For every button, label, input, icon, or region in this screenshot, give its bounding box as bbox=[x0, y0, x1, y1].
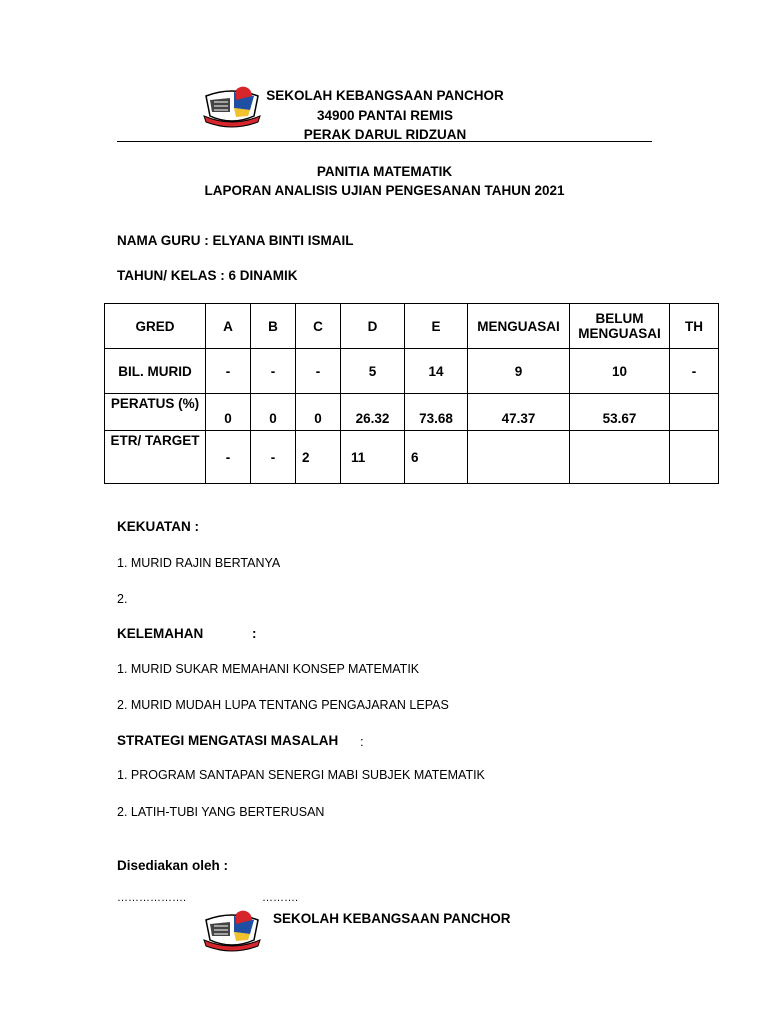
teacher-name: NAMA GURU : ELYANA BINTI ISMAIL bbox=[117, 233, 354, 248]
table-row bbox=[105, 431, 719, 484]
table-cell: - bbox=[206, 349, 251, 394]
table-cell: - bbox=[296, 349, 341, 394]
footer-school-name: SEKOLAH KEBANGSAAN PANCHOR bbox=[273, 911, 511, 926]
header-cell: BELUM MENGUASAI bbox=[570, 304, 670, 349]
committee-title: PANITIA MATEMATIK bbox=[316, 164, 453, 179]
table-cell: 11 bbox=[341, 431, 405, 484]
table-cell bbox=[468, 431, 570, 484]
header-cell: E bbox=[405, 304, 468, 349]
table-cell: 47.37 bbox=[468, 394, 570, 431]
table-row bbox=[105, 394, 719, 431]
table-cell: - bbox=[206, 431, 251, 484]
row-label: BIL. MURID bbox=[105, 349, 206, 394]
strategi-heading: STRATEGI MENGATASI MASALAH bbox=[117, 733, 339, 748]
class-name: TAHUN/ KELAS : 6 DINAMIK bbox=[117, 268, 298, 283]
table-cell: 0 bbox=[251, 394, 296, 431]
school-state: PERAK DARUL RIDZUAN bbox=[303, 127, 467, 142]
kelemahan-item-2: 2. MURID MUDAH LUPA TENTANG PENGAJARAN LEPAS bbox=[117, 698, 449, 712]
signature-line-right: ………. bbox=[262, 892, 299, 904]
header-cell: C bbox=[296, 304, 341, 349]
kekuatan-item-2: 2. bbox=[117, 592, 128, 606]
row-label: ETR/ TARGET bbox=[105, 431, 206, 484]
table-cell: 0 bbox=[296, 394, 341, 431]
header-cell: TH bbox=[670, 304, 719, 349]
table-cell: 73.68 bbox=[405, 394, 468, 431]
table-cell: - bbox=[251, 431, 296, 484]
header-divider bbox=[117, 141, 652, 142]
table-cell: 0 bbox=[206, 394, 251, 431]
table-cell: 26.32 bbox=[341, 394, 405, 431]
school-name: SEKOLAH KEBANGSAAN PANCHOR bbox=[266, 88, 504, 103]
header-cell: D bbox=[341, 304, 405, 349]
strategi-item-1: 1. PROGRAM SANTAPAN SENERGI MABI SUBJEK MATEMATIK bbox=[117, 768, 485, 782]
row-label: PERATUS (%) bbox=[105, 394, 206, 431]
kekuatan-item-1: 1. MURID RAJIN BERTANYA bbox=[117, 556, 281, 570]
kekuatan-heading: KEKUATAN : bbox=[117, 519, 199, 534]
table-cell bbox=[570, 431, 670, 484]
signature-line-left: ………………. bbox=[117, 892, 187, 904]
table-cell: 5 bbox=[341, 349, 405, 394]
grade-analysis-table bbox=[104, 303, 719, 484]
header-cell: B bbox=[251, 304, 296, 349]
table-cell: 53.67 bbox=[570, 394, 670, 431]
table-cell: 6 bbox=[405, 431, 468, 484]
header-cell: A bbox=[206, 304, 251, 349]
school-logo bbox=[200, 910, 264, 952]
table-cell: - bbox=[251, 349, 296, 394]
table-cell: 2 bbox=[296, 431, 341, 484]
table-cell: - bbox=[670, 349, 719, 394]
prepared-by-label: Disediakan oleh : bbox=[117, 858, 229, 873]
school-address: 34900 PANTAI REMIS bbox=[316, 107, 454, 123]
table-cell: 10 bbox=[570, 349, 670, 394]
report-title: LAPORAN ANALISIS UJIAN PENGESANAN TAHUN 2021 bbox=[204, 183, 565, 198]
kelemahan-heading: KELEMAHAN bbox=[117, 626, 204, 641]
table-row bbox=[105, 349, 719, 394]
table-header-row bbox=[105, 304, 719, 349]
strategi-item-2: 2. LATIH-TUBI YANG BERTERUSAN bbox=[117, 805, 325, 819]
header-cell: MENGUASAI bbox=[468, 304, 570, 349]
kelemahan-colon: : bbox=[252, 626, 257, 641]
table-cell: 9 bbox=[468, 349, 570, 394]
kelemahan-item-1: 1. MURID SUKAR MEMAHANI KONSEP MATEMATIK bbox=[117, 662, 420, 676]
table-cell bbox=[670, 431, 719, 484]
report-titles bbox=[117, 162, 652, 200]
strategi-colon: : bbox=[360, 734, 364, 749]
table-cell bbox=[670, 394, 719, 431]
header-cell: GRED bbox=[105, 304, 206, 349]
table-cell: 14 bbox=[405, 349, 468, 394]
school-header bbox=[200, 86, 570, 145]
